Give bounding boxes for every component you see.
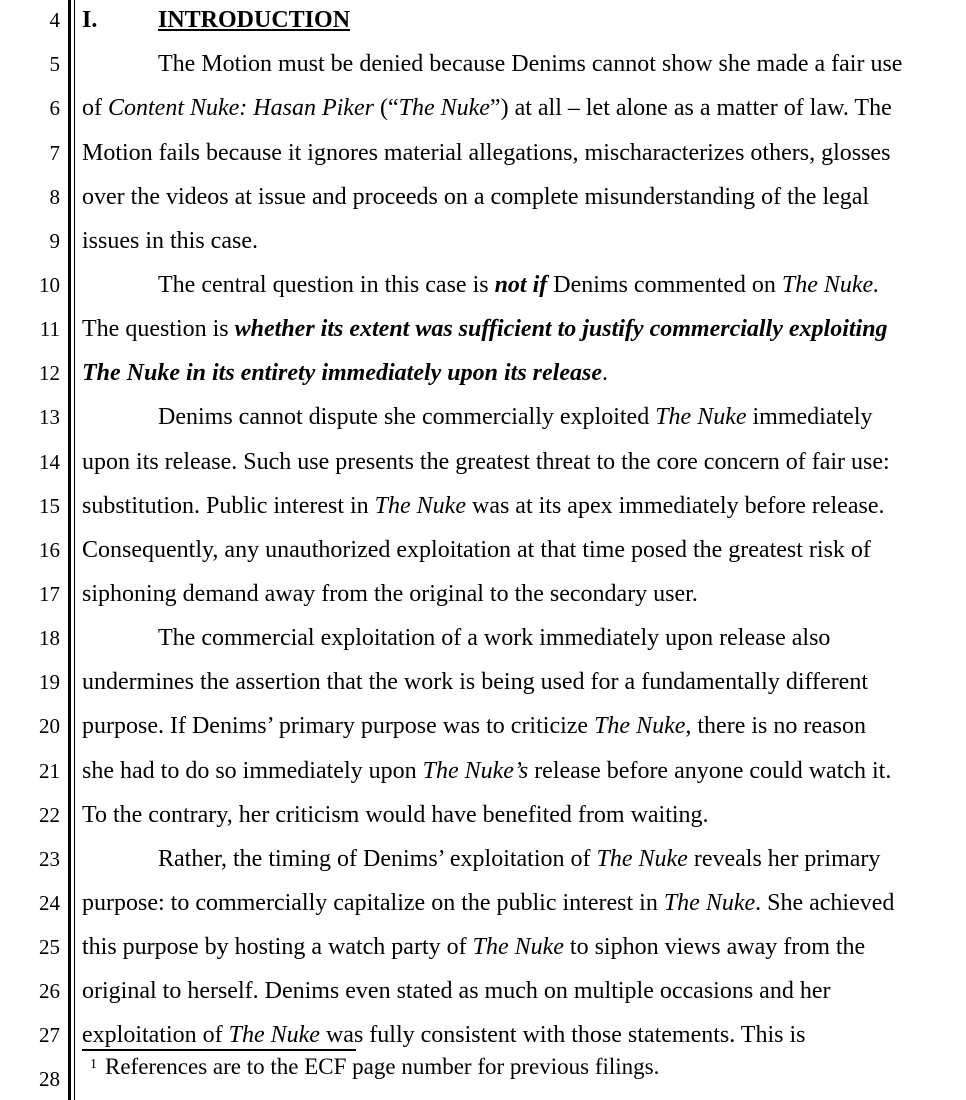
text-run: The Nuke — [398, 95, 490, 121]
line-number: 16 — [39, 538, 60, 562]
text-run: reveals her primary — [687, 846, 881, 872]
text-run: , there is no reason — [685, 713, 866, 739]
text-run: substitution. Public interest in — [82, 493, 375, 519]
text-line — [158, 402, 872, 432]
text-line — [82, 138, 890, 168]
text-run: The Nuke — [374, 493, 466, 519]
text-run: (“ — [373, 95, 399, 121]
heading-number: I. — [82, 7, 98, 33]
text-run: The commercial exploitation of a work immediately upon release also — [158, 625, 831, 651]
text-line — [82, 535, 871, 565]
text-line — [158, 623, 830, 653]
text-run: Consequently, any unauthorized exploitation at that time posed the greatest risk of — [82, 537, 871, 563]
text-run: to siphon views away from the — [563, 934, 866, 960]
text-run: The Nuke — [472, 934, 564, 960]
text-run: purpose: to commercially capitalize on the public interest in — [82, 890, 664, 916]
text-run: was fully consistent with those statements. This is — [319, 1022, 806, 1048]
line-number: 9 — [49, 229, 60, 253]
line-number: 4 — [49, 8, 60, 32]
text-line — [158, 844, 880, 874]
text-run: was at its apex immediately before release. — [465, 493, 885, 519]
text-line — [82, 711, 866, 741]
left-margin-rule — [68, 0, 71, 1100]
line-number: 21 — [39, 759, 60, 783]
line-number: 27 — [39, 1023, 60, 1047]
text-line — [82, 491, 884, 521]
text-line — [82, 756, 891, 786]
line-number: 15 — [39, 494, 60, 518]
line-number: 13 — [39, 405, 60, 429]
text-run: not if — [494, 272, 548, 298]
text-run: exploitation of — [82, 1022, 229, 1048]
document-body — [82, 0, 966, 1100]
text-line — [158, 49, 902, 79]
text-run: The Nuke in its entirety immediately upon its release — [82, 360, 602, 386]
line-number: 10 — [39, 273, 60, 297]
text-run: The question is — [82, 316, 235, 342]
line-number: 7 — [49, 141, 60, 165]
line-number: 23 — [39, 847, 60, 871]
line-number: 11 — [39, 317, 60, 341]
line-number: 19 — [39, 670, 60, 694]
text-run: undermines the assertion that the work is being used for a fundamentally different — [82, 669, 868, 695]
text-run: of — [82, 95, 108, 121]
text-line — [82, 667, 868, 697]
text-line — [82, 888, 894, 918]
footnote-marker: 1 — [90, 1057, 97, 1072]
footnote-separator — [82, 1049, 356, 1051]
line-number: 18 — [39, 626, 60, 650]
text-line — [82, 93, 892, 123]
left-margin-rule-inner — [74, 0, 75, 1100]
line-number-column — [0, 0, 70, 1100]
text-run: To the contrary, her criticism would have benefited from waiting. — [82, 802, 709, 828]
text-run: The Nuke — [228, 1022, 320, 1048]
line-number: 28 — [39, 1067, 60, 1091]
text-line — [82, 932, 865, 962]
text-line — [82, 226, 258, 256]
text-run: release before anyone could watch it. — [528, 758, 892, 784]
text-line — [82, 314, 888, 344]
text-run: The Nuke — [594, 713, 686, 739]
text-run: The Nuke. — [781, 272, 880, 298]
text-run: siphoning demand away from the original to the secondary user. — [82, 581, 698, 607]
text-run: . — [601, 360, 608, 386]
line-number: 12 — [39, 361, 60, 385]
text-run: The Nuke’s — [422, 758, 529, 784]
text-run: Rather, the timing of Denims’ exploitation of — [158, 846, 597, 872]
text-run: she had to do so immediately upon — [82, 758, 423, 784]
line-number: 24 — [39, 891, 60, 915]
text-line — [82, 579, 698, 609]
line-number: 22 — [39, 803, 60, 827]
text-run: Denims commented on — [547, 272, 782, 298]
text-run: . She achieved — [755, 890, 895, 916]
line-number: 6 — [49, 96, 60, 120]
text-run: The Nuke — [655, 404, 747, 430]
line-number: 8 — [49, 185, 60, 209]
text-line — [82, 447, 890, 477]
text-run: over the videos at issue and proceeds on a complete misunderstanding of the legal — [82, 184, 870, 210]
text-run: ”) at all – let alone as a matter of law. The — [489, 95, 892, 121]
text-run: Denims cannot dispute she commercially exploited — [158, 404, 656, 430]
text-line — [82, 1020, 805, 1050]
line-number: 5 — [49, 52, 60, 76]
text-run: immediately — [746, 404, 873, 430]
line-number: 25 — [39, 935, 60, 959]
section-heading — [82, 5, 350, 35]
footnote-text: References are to the ECF page number for previous filings. — [105, 1054, 660, 1079]
text-line — [82, 182, 869, 212]
text-line — [82, 976, 830, 1006]
text-line — [82, 358, 608, 388]
line-number: 26 — [39, 979, 60, 1003]
text-run: Content Nuke: Hasan Piker — [108, 95, 374, 121]
text-run: purpose. If Denims’ primary purpose was to criticize — [82, 713, 595, 739]
text-run: The Motion must be denied because Denims cannot show she made a fair use — [158, 51, 903, 77]
line-number: 17 — [39, 582, 60, 606]
text-run: The Nuke — [596, 846, 688, 872]
text-run: The Nuke — [663, 890, 756, 916]
text-run: The central question in this case is — [158, 272, 495, 298]
text-line — [158, 270, 879, 300]
text-run: whether its extent was sufficient to justify commercially exploiting — [234, 316, 888, 342]
text-line — [82, 800, 709, 830]
text-run: this purpose by hosting a watch party of — [82, 934, 473, 960]
text-run: Motion fails because it ignores material allegations, mischaracterizes others, glosses — [82, 140, 891, 166]
text-run: issues in this case. — [82, 228, 258, 254]
line-number: 14 — [39, 450, 60, 474]
text-run: upon its release. Such use presents the greatest threat to the core concern of fair use: — [82, 449, 890, 475]
footnote — [90, 1052, 659, 1082]
heading-title: INTRODUCTION — [158, 7, 351, 33]
text-run: original to herself. Denims even stated as much on multiple occasions and her — [82, 978, 831, 1004]
line-number: 20 — [39, 714, 60, 738]
